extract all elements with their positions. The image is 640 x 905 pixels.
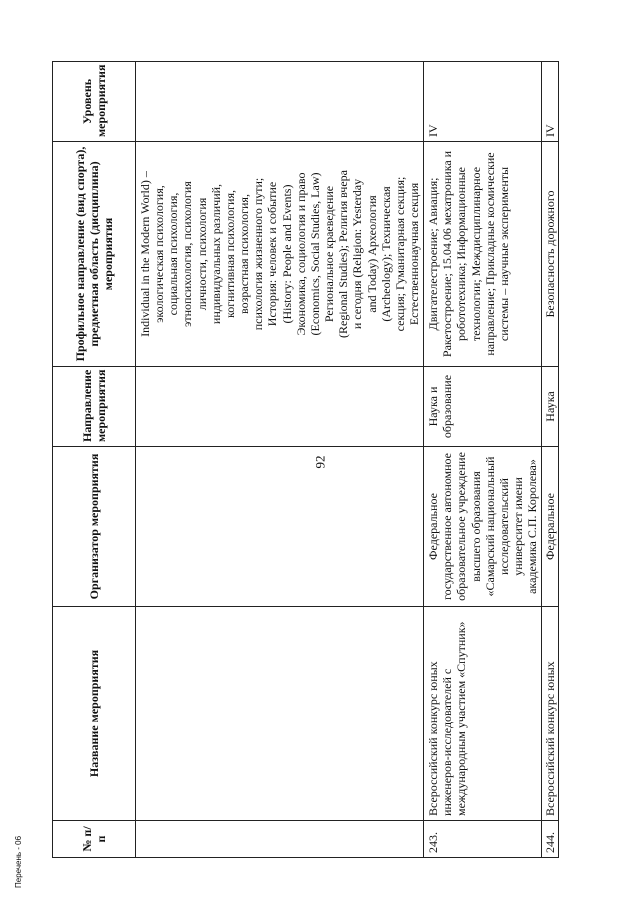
profile-line: этнопсихология, психология (180, 181, 195, 327)
row-organizer: Федеральное государственное автономное образовательное учреждение высшего образования «Самарский национальный исследовательский университет имени академика С.П. Королева» (424, 447, 542, 607)
profile-line: когнитивная психология, (222, 190, 237, 318)
profile-line: История: человек и событие (265, 181, 280, 327)
header-level: Уровень мероприятия (53, 62, 136, 142)
profile-line: Экономика, социология и право (293, 172, 308, 336)
row-level: IV (424, 62, 542, 142)
profile-line: (Regional Studies); Религия вчера (336, 170, 351, 338)
table-header-row (53, 62, 136, 858)
row-name: Всероссийский конкурс юных (542, 607, 558, 821)
header-name: Название мероприятия (53, 607, 136, 821)
continued-num (136, 821, 424, 858)
table-row (424, 62, 542, 858)
table-row (542, 62, 558, 858)
profile-line: (Archeology); Техническая (378, 186, 393, 322)
profile-line: индивидуальных различий, (208, 183, 223, 325)
continued-profile (136, 142, 424, 367)
footer-text: Перечень - 06 (14, 835, 23, 888)
continued-row (136, 62, 424, 858)
row-num: 244. (542, 821, 558, 858)
continued-organizer (136, 447, 424, 607)
header-direction: Направление мероприятия (53, 367, 136, 447)
continued-direction (136, 367, 424, 447)
events-table (52, 61, 559, 858)
row-direction: Наука (542, 367, 558, 447)
row-level: IV (542, 62, 558, 142)
continued-name (136, 607, 424, 821)
row-direction: Наука и образование (424, 367, 542, 447)
profile-line: экологическая психология, (152, 185, 167, 323)
profile-line: Естественнонаучная секция (406, 182, 421, 326)
row-profile: Двигателестроение; Авиация; Ракетостроение; 15.04.06 мехатроника и робототехника; Информационные технологии; Междисциплинарное направление; Прикладные космические системы – научные эксперименты (424, 142, 542, 367)
profile-line: возрастная психология, (237, 194, 252, 314)
header-organizer: Организатор мероприятия (53, 447, 136, 607)
header-profile: Профильное направление (вид спорта), предметная область (дисциплина) мероприятия (53, 142, 136, 367)
profile-line: and Today) Археология (364, 195, 379, 313)
profile-line: социальная психология, (166, 192, 181, 316)
profile-line: личности, психология (194, 197, 209, 311)
profile-line: (History: People and Events) (279, 184, 294, 324)
row-profile: Безопасность дорожного (542, 142, 558, 367)
profile-line: секция; Гуманитарная секция; (392, 176, 407, 332)
profile-line: Региональное краеведение (322, 185, 337, 323)
page-number-text: 92 (312, 455, 327, 469)
row-num: 243. (424, 821, 542, 858)
header-num: № п/п (53, 821, 136, 858)
rotated-table (52, 62, 586, 858)
profile-line: психология жизненного пути; (251, 177, 266, 331)
profile-line: (Economics, Social Studies, Law) (307, 172, 322, 336)
row-organizer: Федеральное (542, 447, 558, 607)
profile-line: и сегодня (Religion: Yesterday (350, 178, 365, 330)
profile-line: Individual in the Modern World) – (138, 171, 152, 337)
continued-level (136, 62, 424, 142)
row-name: Всероссийский конкурс юных инженеров-исследователей с международным участием «Спутник» (424, 607, 542, 821)
